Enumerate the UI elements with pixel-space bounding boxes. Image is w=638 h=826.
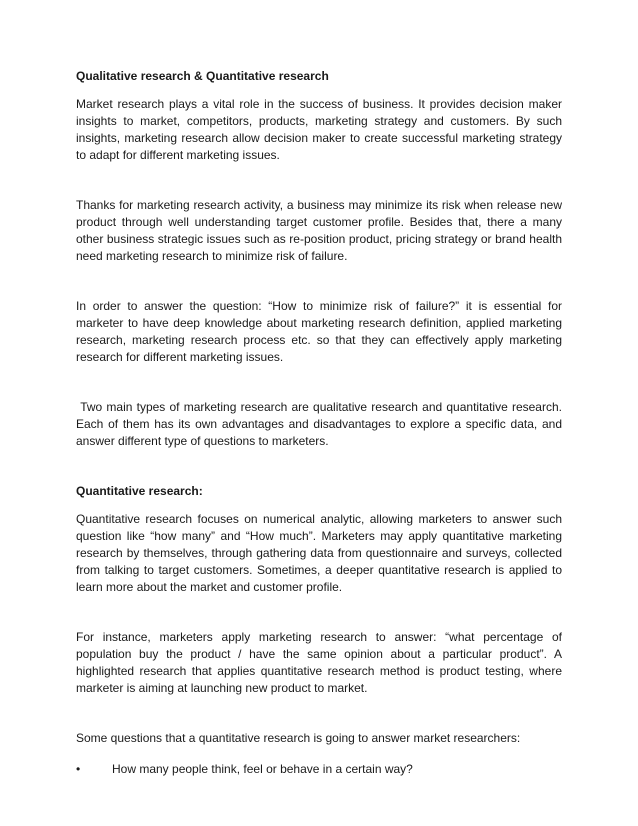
paragraph-some-questions: Some questions that a quantitative research is going to answer market researchers:	[76, 731, 521, 745]
paragraph-two-main-types: Two main types of marketing research are qualitative research and quantitative research. Each of them has its own advantages and disadvantages to explore a specific data, and answer different type of questions to marketers.	[76, 400, 566, 448]
list-item	[76, 761, 562, 778]
paragraph-answer-question: In order to answer the question: “How to minimize risk of failure?” it is essential for marketer to have deep knowledge about marketing research definition, applied marketing research, marketing research process etc. so that they can effectively apply marketing research for different marketing issues.	[76, 299, 562, 364]
bullet-icon: •	[76, 762, 81, 776]
section-heading-qualitative-quantitative: Qualitative research & Quantitative research	[76, 69, 329, 83]
document-page	[76, 68, 566, 778]
paragraph-quantitative-focus: Quantitative research focuses on numerical analytic, allowing marketers to answer such question like “how many” and “How much”. Marketers may apply quantitative marketing research by themselves, through gathering data from questionnaire and surveys, collected from talking to target customers. Sometimes, a deeper quantitative research is applied to learn more about the market and customer profile.	[76, 512, 562, 594]
paragraph-minimize-risk: Thanks for marketing research activity, a business may minimize its risk when release new product through well understanding target customer profile. Besides that, there a many other business strategic issues such as re-position product, pricing strategy or brand health need marketing research to minimize risk of failure.	[76, 198, 562, 263]
section-heading-quantitative: Quantitative research:	[76, 484, 203, 498]
paragraph-for-instance: For instance, marketers apply marketing research to answer: “what percentage of population buy the product / have the same opinion about a particular product”. A highlighted research that applies quantitative research method is product testing, where marketer is aiming at launching new product to market.	[76, 630, 562, 695]
paragraph-market-research-role: Market research plays a vital role in the success of business. It provides decision maker insights to market, competitors, products, marketing strategy and customers. By such insights, marketing research allow decision maker to create successful marketing strategy to adapt for different marketing issues.	[76, 97, 562, 162]
list-item-text: How many people think, feel or behave in a certain way?	[112, 762, 413, 776]
